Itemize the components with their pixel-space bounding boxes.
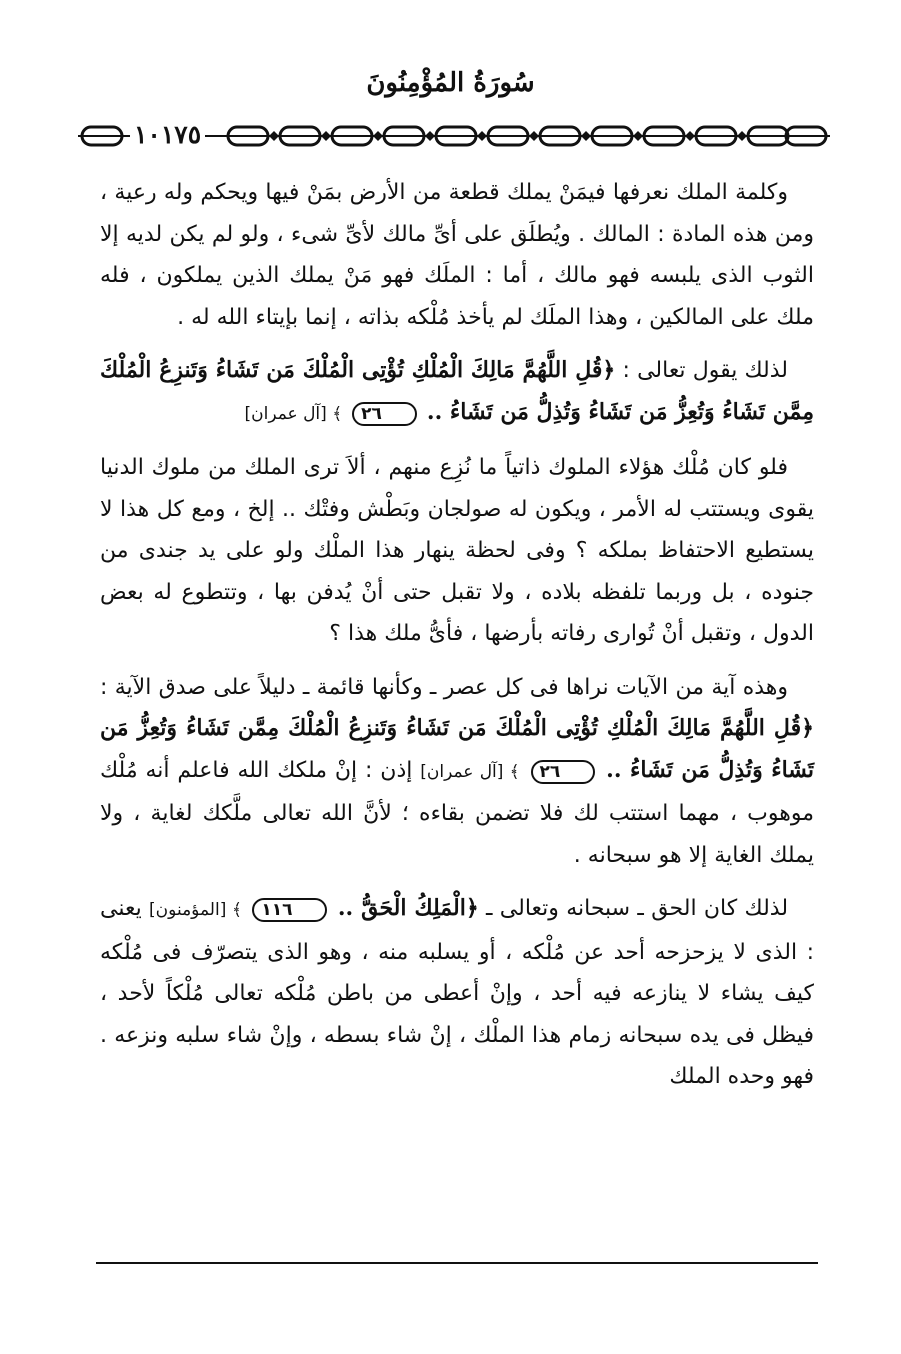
ayah-number-badge: ٢٦ xyxy=(352,402,417,426)
paragraph xyxy=(100,667,814,877)
paragraph xyxy=(100,350,814,435)
paragraph-text: إذن : إنْ ملكك الله فاعلم أنه مُلْك موهوب ، مهما استتب لك فلا تضمن بقاءه ؛ لأنَّ الله تعالى ملَّكك لغاية ، ولا يملك الغاية إلا هو سبحانه . xyxy=(100,757,814,868)
page-number: ١٠١٧٥ xyxy=(130,119,205,151)
surah-reference: ﴾ [المؤمنون] xyxy=(149,900,243,920)
quran-verse: ﴿قُلِ اللَّهُمَّ مَالِكَ الْمُلْكِ تُؤْتِى الْمُلْكَ مَن تَشَاءُ وَتَنزِعُ الْمُلْكَ مِمَّن تَشَاءُ وَتُعِزُّ مَن تَشَاءُ وَتُذِلُّ مَن تَشَاءُ .. xyxy=(100,357,814,425)
surah-reference: ﴾ [آل عمران] xyxy=(244,403,343,424)
surah-reference: ﴾ [آل عمران] xyxy=(420,761,520,782)
paragraph-text: لذلك كان الحق ـ سبحانه وتعالى ـ xyxy=(486,896,789,921)
paragraph-text: وكلمة الملك نعرفها فيمَنْ يملك قطعة من الأرض بمَنْ فيها ويحكم وله رعية ، ومن هذه المادة : المالك . ويُطلَق على أىِّ مالك لأىِّ شىء ، ولو لم يكن لديه إلا الثوب الذى يلبسه فهو مالك ، أما : الملَك فهو مَنْ يملك الذين يملكون ، فله ملك على المالكين ، وهذا الملَك لم يأخذ مُلْكه بذاته ، إنما بإيتاء الله له . xyxy=(100,180,814,330)
paragraph-text: يعنى : الذى لا يزحزحه أحد عن مُلْكه ، أو يسلبه منه ، وهو الذى يتصرّف فى مُلْكه كيف يشاء لا ينازعه فيه أحد ، وإنْ أعطى من باطن مُلْكه تعالى مُلْكاً لأحد ، فيظل فى يده سبحانه زمام هذا الملْك ، إنْ شاء بسطه ، وإنْ شاء سلبه ونزعه . فهو وحده الملك xyxy=(100,896,814,1089)
paragraph-text: وهذه آية من الآيات نراها فى كل عصر ـ وكأنها قائمة ـ دليلاً على صدق الآية : xyxy=(100,674,788,700)
ayah-number-badge: ٢٦ xyxy=(531,760,596,784)
paragraph-text: فلو كان مُلْك هؤلاء الملوك ذاتياً ما نُزِع منهم ، ألاَ ترى الملك من ملوك الدنيا يقوى ويستتب له الأمر ، ويكون له صولجان وبَطْش وفتْك .. إلخ ، ومع كل هذا لا يستطيع الاحتفاظ بملكه ؟ وفى لحظة ينهار هذا الملْك ولو على يد جندى من جنوده ، بل وربما تلفظه بلاده ، ولا تقبل حتى أنْ يُدفن بها ، وتتطوع له بعض الدول ، وتقبل أنْ تُوارى رفاته بأرضها ، فأىُّ ملك هذا ؟ xyxy=(100,455,814,646)
paragraph xyxy=(100,447,814,655)
footer-rule xyxy=(96,1262,818,1264)
paragraph xyxy=(100,172,814,338)
paragraph-text: لذلك يقول تعالى : xyxy=(622,358,789,383)
quran-verse: ﴿قُلِ اللَّهُمَّ مَالِكَ الْمُلْكِ تُؤْتِى الْمُلْكَ مَن تَشَاءُ وَتَنزِعُ الْمُلْكَ مِمَّن تَشَاءُ وَتُعِزُّ مَن تَشَاءُ وَتُذِلُّ مَن تَشَاءُ .. xyxy=(100,715,815,783)
quran-verse: ﴿الْمَلِكُ الْحَقُّ .. xyxy=(337,895,479,921)
body-text xyxy=(100,172,814,1110)
ayah-number-badge: ١١٦ xyxy=(252,898,327,922)
surah-title: سُورَةُ المُؤْمِنُونَ xyxy=(366,68,535,98)
ornamental-header-band xyxy=(78,122,830,150)
paragraph xyxy=(100,888,814,1098)
